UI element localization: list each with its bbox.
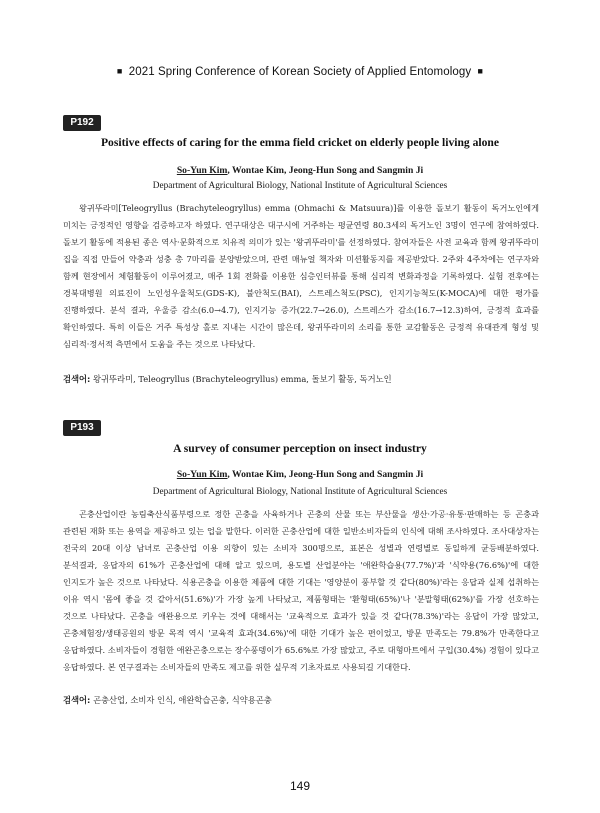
author-list [50,165,550,176]
header-square-left: ■ [116,66,123,76]
poster-id-badge: P193 [63,420,101,436]
keywords-text: 왕귀뚜라미, Teleogryllus (Brachyteleogryllus) emma, 돌보기 활동, 독거노인 [90,374,392,384]
abstract-title: Positive effects of caring for the emma field cricket on elderly people living alone [100,136,500,149]
keywords [63,373,539,385]
header-square-right: ■ [477,66,484,76]
keywords-text: 곤충산업, 소비자 인식, 애완학습곤충, 식약용곤충 [90,695,272,705]
conference-name: 2021 Spring Conference of Korean Society of Applied Entomology [128,66,472,78]
presenting-author: So-Yun Kim [176,165,228,176]
abstract-title: A survey of consumer perception on insect industry [173,442,427,455]
keywords-label: 검색어: [63,374,91,384]
author-list [50,469,550,480]
presenting-author: So-Yun Kim [176,469,228,480]
co-authors: , Wontae Kim, Jeong-Hun Song and Sangmin Ji [227,165,424,176]
affiliation: Department of Agricultural Biology, National Institute of Agricultural Sciences [152,487,448,497]
poster-id-badge: P192 [63,115,101,131]
abstract-body: 왕귀뚜라미[Teleogryllus (Brachyteleogryllus) emma (Ohmachi & Matsuura)]를 이용한 돌보기 활동이 독거노인에게 미치는 긍정적인 영향을 검증하고자 하였다. 연구대상은 대구시에 거주하는 평균연령 80.3세의 독거노인 3명이 연구에 참여하였다. 돌보기 활동에 적용된 종은 역사·문화적으로 치유적 의미가 있는 '왕귀뚜라미'를 선정하였다. 참여자들은 사전 교육과 함께 왕귀뚜라미 집을 직접 만들어 약충과 성충 총 7마리를 분양받았으며, 관련 매뉴얼 책자와 미션활동지를 제공받았다. 2주와 4주차에는 연구자와 함께 현장에서 체험활동이 이루어졌고, 매주 1회 전화를 이용한 심층인터뷰를 통해 심리적 변화과정을 기록하였다. 실험 전후에는 경북대병원 의료진이 노인성우울척도(GDS-K), 불안척도(BAI), 스트레스척도(PSC), 인지기능척도(K-MOCA)에 대한 평가를 진행하였다. 분석 결과, 우울증 감소(6.0→4.7), 인지기능 증가(22.7→26.0), 스트레스가 감소(16.7→12.3)하여, 긍정적 효과를 확인하였다. 특히 이들은 거주 특성상 홀로 지내는 시간이 많은데, 왕귀뚜라미의 소리를 통한 교감활동은 긍정적 유대관계 형성 및 심리적·정서적 측면에서 도움을 주는 것으로 나타났다. [63,203,539,349]
page-number: 149 [289,779,311,793]
keywords [63,694,539,706]
co-authors: , Wontae Kim, Jeong-Hun Song and Sangmin Ji [227,469,424,480]
abstract-body: 곤충산업이란 농림축산식품부령으로 정한 곤충을 사육하거나 곤충의 산물 또는 부산물을 생산·가공·유통·판매하는 등 곤충과 관련된 재화 또는 용역을 제공하고 있는 업을 말한다. 이러한 곤충산업에 대한 일반소비자들의 인식에 대해 조사하였다. 조사대상자는 전국의 20대 이상 남녀로 곤충산업 이용 의향이 있는 소비자 300명으로, 표본은 성별과 연령별로 동일하게 균등배분하였다. 분석결과, 응답자의 61%가 곤충산업에 대해 알고 있으며, 용도별 산업분야는 '애완학습용(77.7%)'과 '식약용(76.6%)'에 대한 인지도가 높은 것으로 나타났다. 식용곤충을 이용한 제품에 대한 기대는 '영양분이 풍부할 것 같다(80%)'라는 응답과 실제 섭취하는 이유 역시 '몸에 좋을 것 같아서(51.6%)'가 가장 높게 나타났고, 제품형태는 '환형태(65%)'나 '분말형태(62%)'를 가장 선호하는 것으로 나타났다. 곤충을 애완용으로 키우는 것에 대해서는 '교육적으로 효과가 있을 것 같다(78.3%)'라는 응답이 가장 많았고, 곤충체험장/생태공원의 방문 목적 역시 '교육적 효과(34.6%)'에 대한 기대가 높은 편이었고, 방문 만족도는 79.8%가 만족한다고 응답하였다. 소비자들이 경험한 애완곤충으로는 장수풍뎅이가 65.6%로 가장 많았고, 주로 대형마트에서 구입(30.4%) 경험이 있다고 응답하였다. 본 연구결과는 소비자들의 만족도 제고를 위한 실무적 기초자료로 사용되길 기대한다. [63,509,539,672]
conference-header [0,66,600,78]
keywords-label: 검색어: [63,695,91,705]
affiliation: Department of Agricultural Biology, National Institute of Agricultural Sciences [152,181,448,191]
